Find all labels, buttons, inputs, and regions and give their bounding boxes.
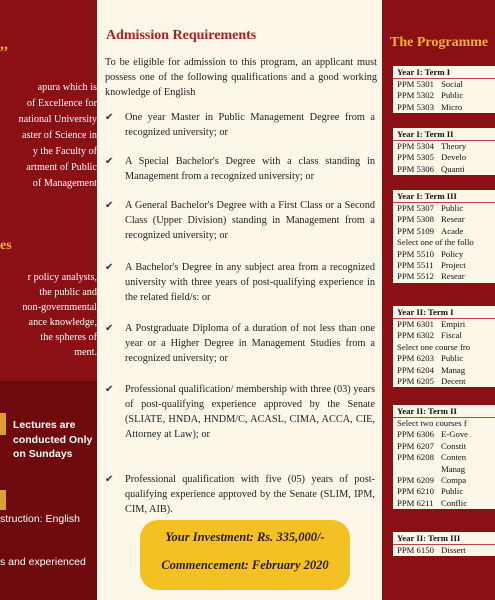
course-row: Manag [441, 463, 466, 474]
check-icon: ✔ [105, 156, 114, 167]
course-row: PPM 5511 Project [397, 259, 466, 270]
term-header: Year II: Term III [393, 532, 495, 545]
course-row: PPM 5307 Public [397, 203, 464, 213]
intro-line: artment of Public [26, 162, 97, 173]
language-icon [0, 490, 6, 510]
programme-title: The Programme [390, 35, 489, 50]
lectures-line: conducted Only [13, 434, 93, 446]
intro-line: aster of Science in [22, 130, 97, 141]
course-row: PPM 6306 E-Gove [397, 429, 469, 440]
left-panel [0, 0, 97, 600]
elective-prompt: Select one course fro [397, 341, 471, 352]
course-row: PPM 5308 Resear [397, 214, 465, 225]
term-header: Year II: Term II [393, 405, 495, 418]
course-row: PPM 5512 Resear [397, 271, 465, 282]
objectives-line: r policy analysts, [27, 272, 97, 283]
term-header: Year II: Term I [393, 306, 495, 319]
term-box [393, 190, 495, 283]
objectives-line: ance knowledge, [28, 317, 97, 328]
intro-line: apura which is [37, 82, 97, 93]
lectures-line: Lectures are [13, 419, 76, 431]
requirement-item: ✔ A Special Bachelor's Degree with a class standing in Management from a recognized university; or [105, 156, 375, 182]
instruction-language: struction: English [0, 513, 80, 525]
check-icon: ✔ [105, 384, 114, 395]
intro-line: y the Faculty of [32, 146, 97, 157]
requirement-item: ✔ A General Bachelor's Degree with a First Class or a Second Class (Upper Division) standing in Management from a recognized university; or [105, 200, 375, 241]
investment-badge [140, 520, 350, 590]
course-row: PPM 5305 Develo [397, 152, 467, 163]
course-row: PPM 6211 Conflic [397, 497, 468, 508]
term-header: Year I: Term III [393, 190, 495, 203]
requirement-item: ✔ Professional qualification with five (05) years of post-qualifying experience approved by the Senate (SLIM, IPM, CIM, AIB). [105, 474, 375, 515]
course-row: PPM 6207 Constit [397, 440, 467, 451]
quote-mark: ,, [0, 36, 8, 53]
calendar-icon [0, 413, 6, 435]
course-row: PPM 6301 Empiri [397, 319, 466, 329]
check-icon: ✔ [105, 112, 114, 123]
check-icon: ✔ [105, 323, 114, 334]
check-icon: ✔ [105, 474, 114, 485]
lectures-day: on Sundays [13, 448, 73, 460]
elective-prompt: Select one of the follo [397, 237, 474, 248]
admission-panel [97, 0, 382, 600]
course-row: PPM 5304 Theory [397, 141, 467, 151]
course-row: PPM 6203 Public [397, 353, 464, 364]
check-icon: ✔ [105, 262, 114, 273]
experienced-text: s and experienced [0, 556, 86, 568]
course-row: PPM 6204 Manag [397, 364, 466, 375]
requirement-item: ✔ One year Master in Public Management Degree from a recognized university; or [105, 112, 375, 138]
requirement-item: ✔ A Bachelor's Degree in any subject area from a recognized university with three years of post-qualifying experience in the related field/s: or [105, 262, 375, 303]
admission-intro: To be eligible for admission to this program, an applicant must possess one of the following qualifications and a good working knowledge of English [105, 57, 377, 98]
intro-paragraph [0, 80, 97, 192]
lectures-text [13, 418, 92, 448]
course-row: PPM 5301 Social [397, 79, 463, 89]
course-row: PPM 6205 Decent [397, 375, 466, 386]
admission-title: Admission Requirements [106, 28, 257, 43]
course-row: PPM 5302 Public [397, 90, 464, 101]
course-row: PPM 5109 Acade [397, 225, 464, 236]
requirement-item: ✔ A Postgraduate Diploma of a duration of not less than one year or a Higher Degree in Management Studies from a recognized university; or [105, 323, 375, 364]
course-row: PPM 5306 Quanti [397, 163, 465, 174]
elective-prompt: Select two courses f [397, 418, 467, 428]
programme-panel [382, 0, 495, 600]
objectives-line: the public and [39, 287, 97, 298]
course-row: PPM 5510 Policy [397, 248, 464, 259]
objectives-line: ment. [74, 347, 97, 358]
course-row: PPM 6302 Fiscal [397, 330, 462, 341]
intro-line: of Excellence for [26, 98, 97, 109]
objectives-paragraph [0, 270, 97, 360]
objectives-line: non-governmental [22, 302, 97, 313]
term-box [393, 405, 495, 509]
course-row: PPM 6210 Public [397, 486, 464, 497]
term-box [393, 66, 495, 113]
requirement-item: ✔ Professional qualification/ membership with three (03) years of post-qualifying experience approved by the Senate (SLIATE, HNDA, HNDM/C, ACASL, CIMA, ACCA, CIE, Attorney at Law); or [105, 384, 375, 440]
term-header: Year I: Term I [393, 66, 495, 79]
term-box [393, 128, 495, 175]
investment-text: Your Investment: Rs. 335,000/- [165, 530, 325, 544]
term-box [393, 532, 495, 556]
check-icon: ✔ [105, 200, 114, 211]
commencement-text: Commencement: February 2020 [161, 558, 329, 572]
course-row: PPM 6209 Compa [397, 474, 467, 485]
intro-line: of Management [32, 178, 97, 189]
intro-line: national University [18, 114, 97, 125]
course-row: PPM 6208 Conten [397, 452, 467, 463]
course-row: PPM 5303 Micro [397, 101, 463, 112]
section-heading: es [0, 238, 12, 253]
course-row: PPM 6150 Dissert [397, 545, 466, 555]
term-box [393, 306, 495, 387]
objectives-line: the spheres of [40, 332, 97, 343]
term-header: Year I: Term II [393, 128, 495, 141]
